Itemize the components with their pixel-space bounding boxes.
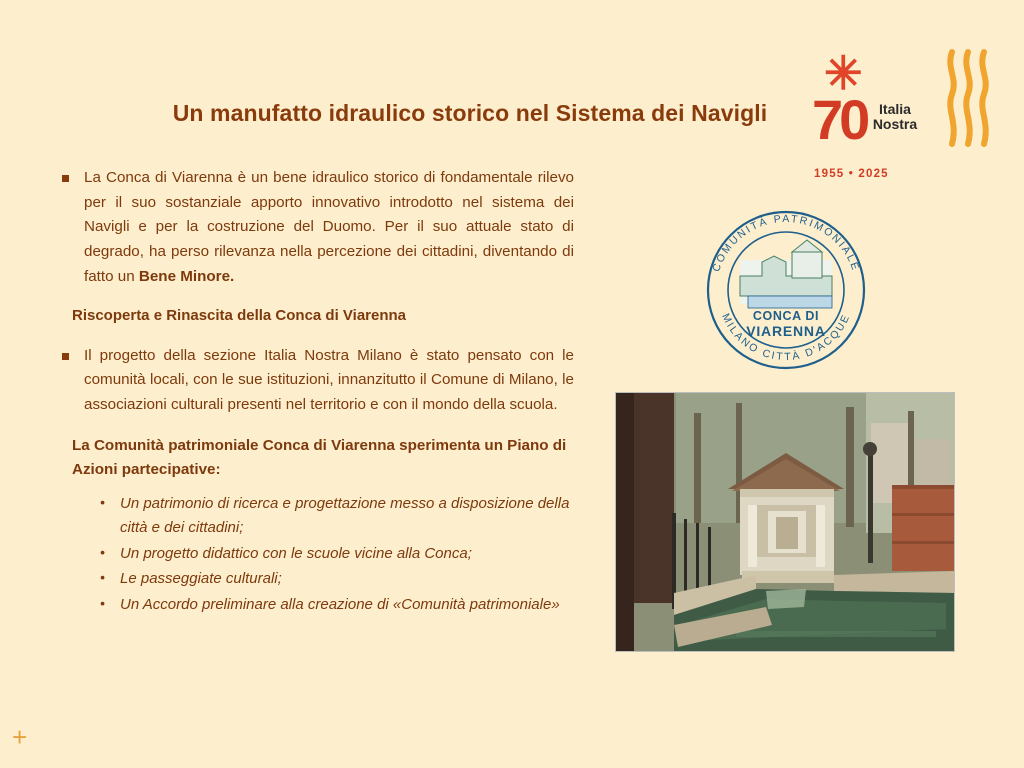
paragraph-1-bold: Bene Minore. [138, 267, 235, 285]
svg-text:COMUNITÀ PATRIMONIALE: COMUNITÀ PATRIMONIALE [710, 212, 862, 274]
paragraph-block-2 [62, 344, 574, 418]
anniversary-years: 1955 • 2025 [814, 168, 889, 180]
brand-name [864, 102, 926, 131]
page-title: Un manufatto idraulico storico nel Sistema dei Navigli [172, 100, 768, 126]
comunita-patrimoniale-logo [696, 200, 876, 372]
actions-list [98, 492, 574, 616]
square-bullet-icon [62, 353, 72, 418]
conca-di-viarenna-photo [615, 392, 955, 652]
plus-marker: + [12, 722, 28, 752]
svg-text:MILANO CITTÀ D'ACQUE: MILANO CITTÀ D'ACQUE [719, 311, 853, 364]
svg-text:VIARENNA: VIARENNA [746, 323, 826, 339]
paragraph-block-1 [62, 166, 574, 289]
asterisk-icon: ✳ [824, 47, 863, 99]
list-item: • Un Accordo preliminare alla creazione di «Comunità patrimoniale» [98, 593, 590, 617]
list-item: • Un patrimonio di ricerca e progettazione messo a disposizione della città e dei cittadini; [98, 492, 590, 539]
squiggle-decoration-icon [944, 48, 992, 148]
subheading-1: Riscoperta e Rinascita della Conca di Viarenna [72, 307, 407, 325]
paragraph-2: Il progetto della sezione Italia Nostra Milano è stato pensato con le comunità locali, con le sue istituzioni, innanzitutto il Comune di Milano, le associazioni culturali presenti nel territorio e con il mondo della scuola. [84, 346, 574, 413]
brand-line-1: Italia [879, 101, 911, 117]
paragraph-1-text: La Conca di Viarenna è un bene idraulico storico di fondamentale rilevo per il suo sostanziale apporto innovativo introdotto nel sistema dei Navigli e per la costruzione del Duomo. Per il suo attuale stato di degrado, ha perso rilevanza nella percezione dei cittadini, diventando di fatto un [84, 169, 574, 285]
subheading-2: La Comunità patrimoniale Conca di Viarenna sperimenta un Piano di Azioni partecipative: [72, 436, 567, 478]
anniversary-number: 70 [812, 88, 867, 151]
list-item: • Un progetto didattico con le scuole vicine alla Conca; [98, 542, 590, 566]
square-bullet-icon [62, 175, 72, 289]
brand-line-2: Nostra [872, 115, 918, 132]
svg-text:CONCA DI: CONCA DI [752, 309, 820, 323]
list-item: • Le passeggiate culturali; [98, 567, 590, 591]
italia-nostra-70-logo [812, 47, 932, 190]
content-column [62, 166, 574, 619]
paragraph-1 [84, 166, 574, 289]
